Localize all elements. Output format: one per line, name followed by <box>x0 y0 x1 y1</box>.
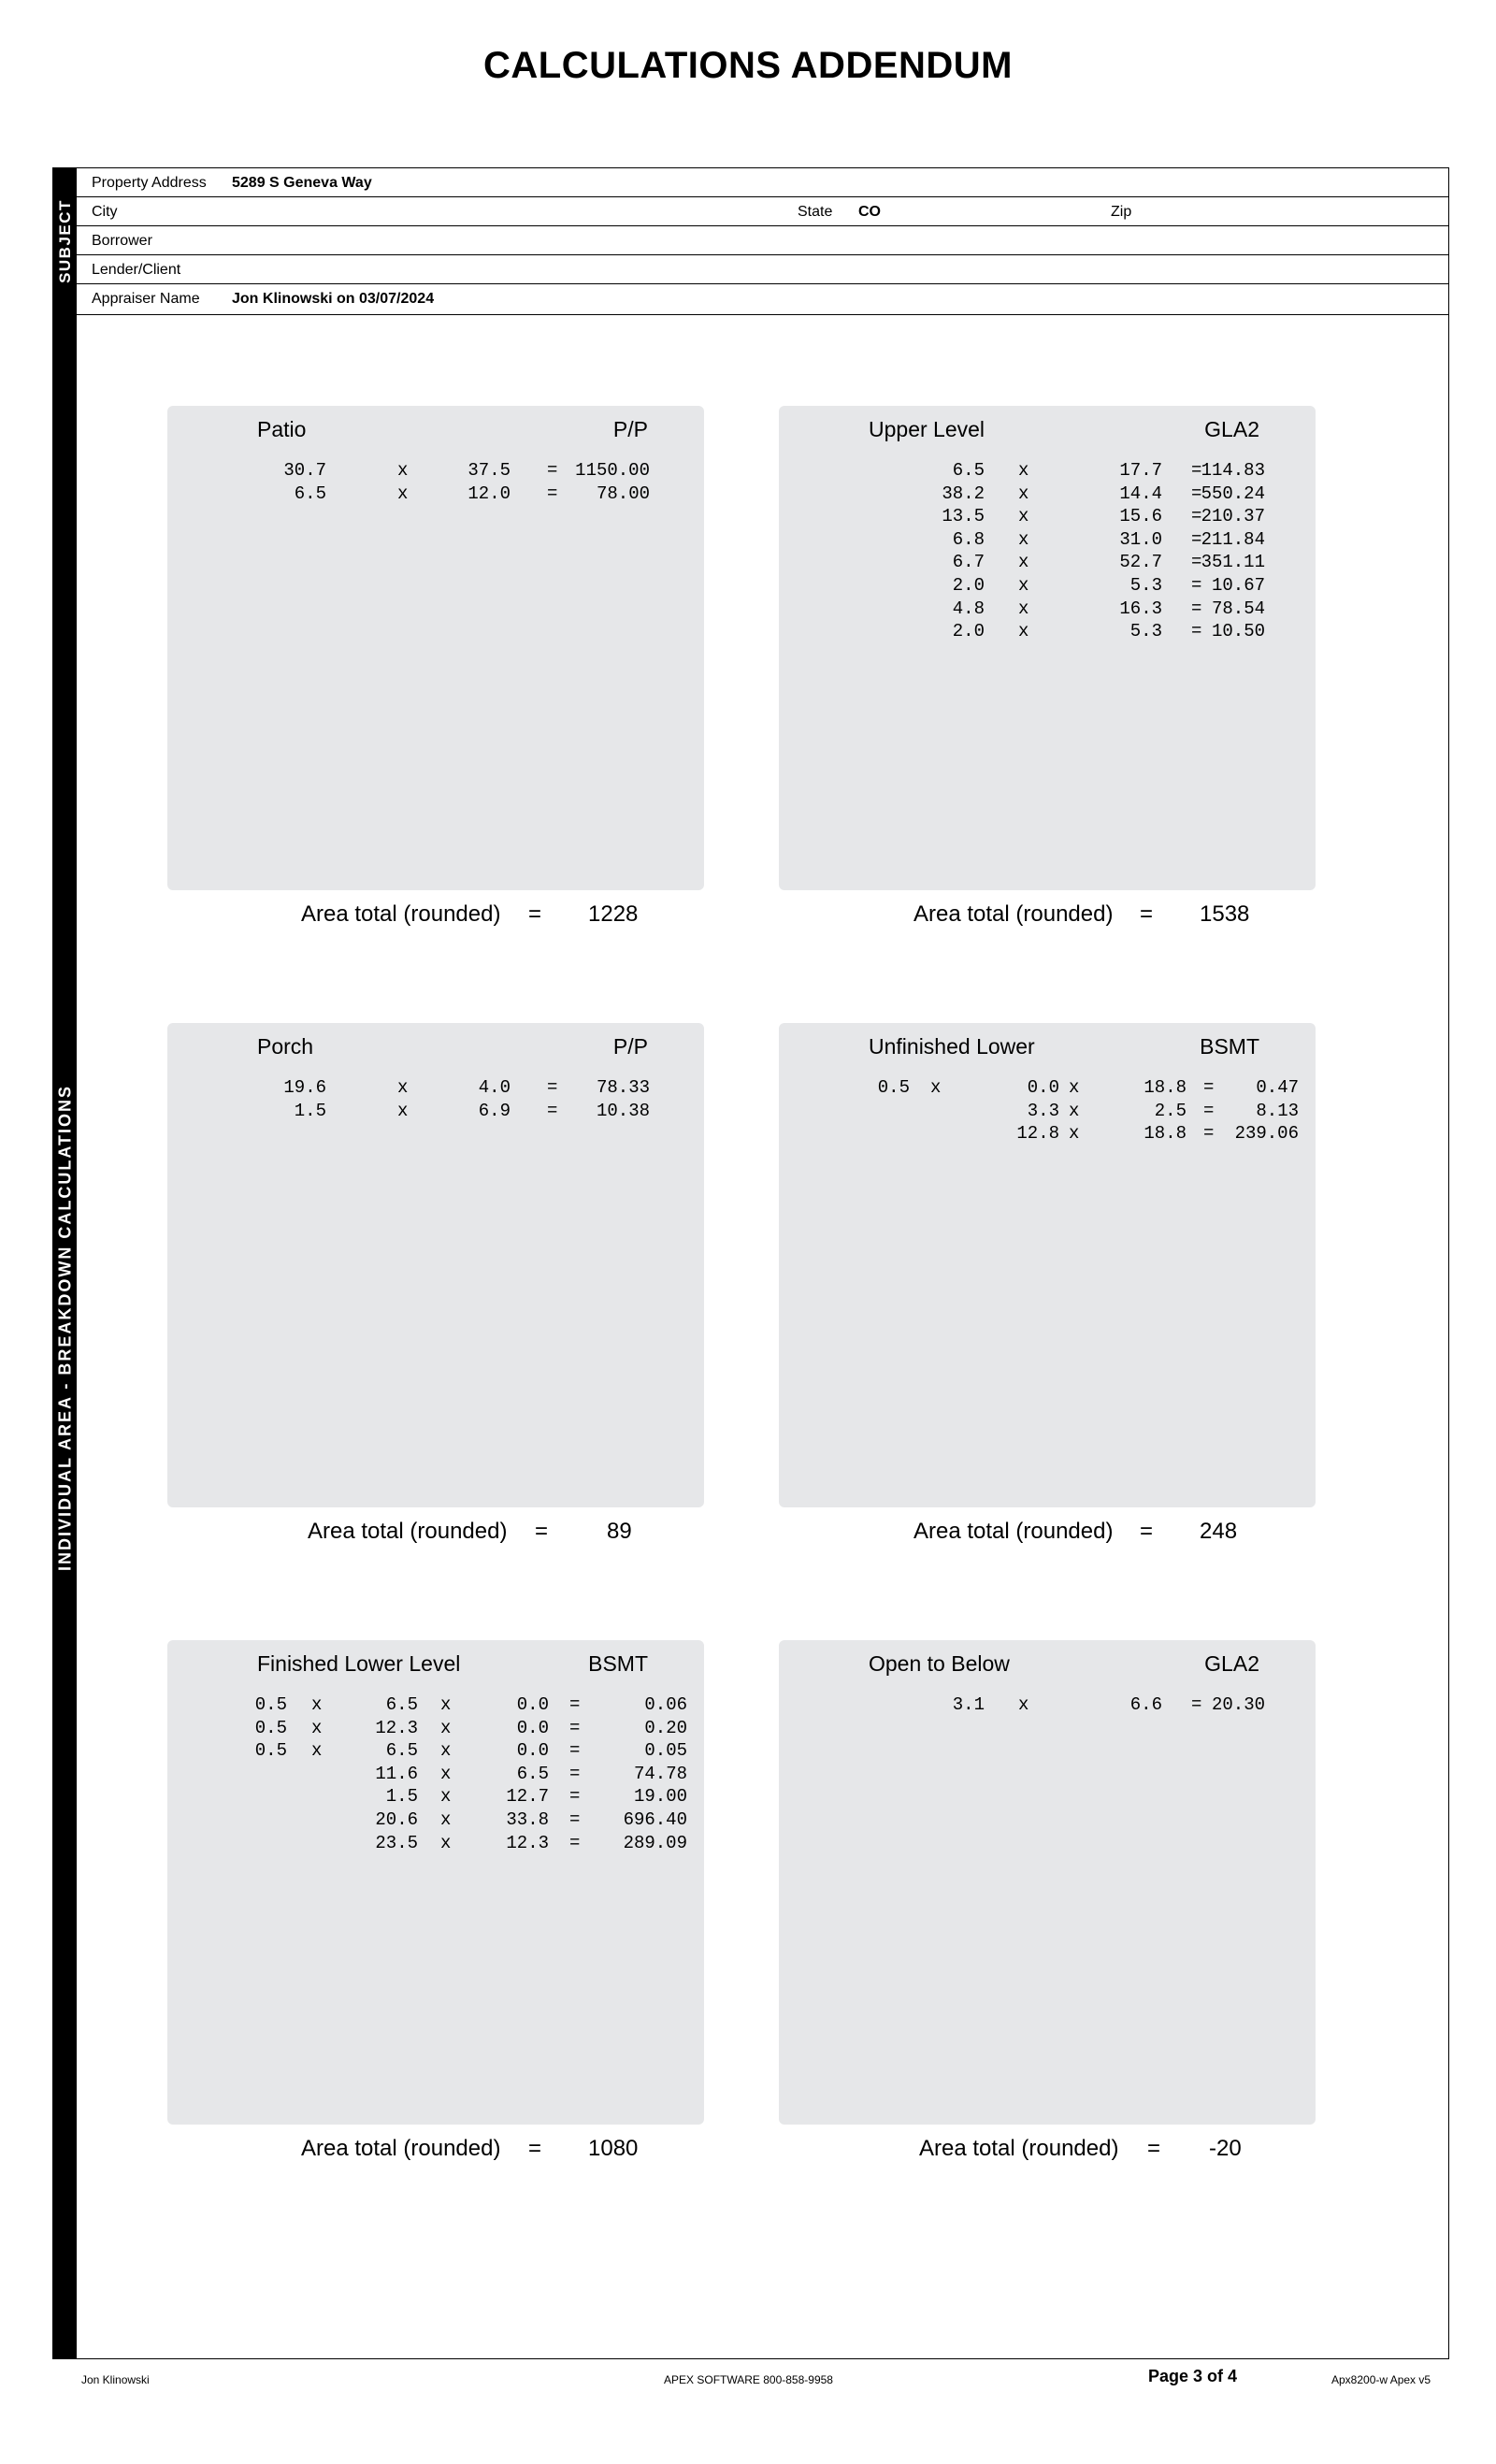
calc-value: 6.5 <box>385 1694 418 1715</box>
calc-value: 0.5 <box>254 1694 287 1715</box>
calc-lines <box>167 1694 704 1855</box>
calculations-band <box>53 315 77 2358</box>
calc-value: 74.78 <box>633 1763 687 1784</box>
times-sign: x <box>397 1100 409 1121</box>
calc-row <box>167 1833 704 1856</box>
calc-value: 6.5 <box>294 483 326 504</box>
times-sign: x <box>1018 483 1029 504</box>
calc-value: 10.67 <box>1211 574 1265 596</box>
calc-value: 1150.00 <box>575 460 650 481</box>
calc-value: 38.2 <box>942 483 985 504</box>
calc-row <box>779 1694 1316 1718</box>
calc-value: 0.47 <box>1256 1077 1299 1098</box>
equals-sign: = <box>1203 1077 1215 1098</box>
lender-label: Lender/Client <box>92 262 181 278</box>
area-total-value: 1538 <box>1200 901 1250 927</box>
calc-value: 0.06 <box>644 1694 687 1715</box>
area-name: Unfinished Lower <box>869 1034 1035 1059</box>
calc-lines <box>167 460 704 506</box>
calc-value: 3.1 <box>952 1694 985 1715</box>
area-total-label: Area total (rounded) <box>913 901 1114 927</box>
area-name: Patio <box>257 417 307 441</box>
area-total-value: 1080 <box>588 2136 639 2161</box>
calc-value: 4.0 <box>478 1077 511 1098</box>
calc-value: 12.0 <box>468 483 511 504</box>
calc-value: 20.30 <box>1211 1694 1265 1715</box>
calc-row <box>779 460 1316 483</box>
calc-row <box>167 1740 704 1764</box>
zip-label: Zip <box>1111 204 1132 220</box>
equals-sign: = <box>1191 483 1202 504</box>
calculations-band-label: INDIVIDUAL AREA - BREAKDOWN CALCULATIONS <box>55 1085 74 1571</box>
area-total-value: 248 <box>1200 1519 1238 1544</box>
equals-sign: = <box>1191 574 1202 596</box>
area-code: P/P <box>612 1034 648 1059</box>
times-sign: x <box>1018 574 1029 596</box>
calc-value: 15.6 <box>1119 506 1162 527</box>
area-total <box>779 901 1316 929</box>
area-code: BSMT <box>1200 1034 1259 1059</box>
calc-value: 2.0 <box>952 574 985 596</box>
calc-value: 6.8 <box>952 528 985 550</box>
subject-band-label: SUBJECT <box>55 199 74 283</box>
area-code: GLA2 <box>1204 417 1259 441</box>
area-total-value: -20 <box>1209 2136 1242 2161</box>
calc-row <box>779 1101 1316 1124</box>
equals-sign: = <box>1191 528 1202 550</box>
equals-sign: = <box>1147 2136 1161 2161</box>
equals-sign: = <box>569 1832 581 1853</box>
page-number: Page 3 of 4 <box>1148 2367 1238 2385</box>
area-name: Finished Lower Level <box>257 1651 461 1676</box>
equals-sign: = <box>1203 1100 1215 1121</box>
page-title: CALCULATIONS ADDENDUM <box>482 45 1013 86</box>
area-code: P/P <box>612 417 648 441</box>
calc-value: 20.6 <box>375 1808 418 1830</box>
calc-value: 351.11 <box>1201 552 1265 573</box>
area-name: Open to Below <box>869 1651 1010 1676</box>
calc-value: 6.7 <box>952 552 985 573</box>
calc-row <box>779 1077 1316 1101</box>
calc-value: 550.24 <box>1201 483 1265 504</box>
equals-sign: = <box>1191 598 1202 619</box>
area-box <box>167 1640 704 2125</box>
property-address-value: 5289 S Geneva Way <box>232 175 372 191</box>
calc-value: 8.13 <box>1256 1100 1299 1121</box>
calc-value: 52.7 <box>1119 552 1162 573</box>
area-total-label: Area total (rounded) <box>301 901 501 927</box>
calc-value: 0.5 <box>254 1717 287 1738</box>
equals-sign: = <box>1191 621 1202 642</box>
calc-row <box>167 1786 704 1809</box>
calc-value: 10.50 <box>1211 621 1265 642</box>
calc-lines <box>779 460 1316 644</box>
equals-sign: = <box>1140 901 1154 927</box>
borrower-label: Borrower <box>92 233 152 249</box>
equals-sign: = <box>1140 1519 1154 1544</box>
calc-row <box>167 1809 704 1833</box>
calc-value: 2.5 <box>1154 1100 1187 1121</box>
times-sign: x <box>440 1763 452 1784</box>
times-sign: x <box>311 1740 323 1762</box>
calc-value: 0.05 <box>644 1740 687 1762</box>
times-sign: x <box>440 1832 452 1853</box>
calc-row <box>167 1077 704 1101</box>
times-sign: x <box>440 1694 452 1715</box>
area-box <box>167 406 704 890</box>
calc-value: 37.5 <box>468 460 511 481</box>
times-sign: x <box>1018 506 1029 527</box>
times-sign: x <box>1018 528 1029 550</box>
area-name: Porch <box>257 1034 314 1059</box>
calc-value: 6.9 <box>478 1100 511 1121</box>
times-sign: x <box>1069 1123 1080 1145</box>
times-sign: x <box>1018 598 1029 619</box>
times-sign: x <box>397 483 409 504</box>
area-total <box>167 1519 704 1547</box>
calc-value: 23.5 <box>375 1832 418 1853</box>
calc-value: 1.5 <box>294 1100 326 1121</box>
calc-value: 6.5 <box>952 460 985 481</box>
calc-value: 0.0 <box>516 1740 549 1762</box>
calc-value: 14.4 <box>1119 483 1162 504</box>
equals-sign: = <box>1191 552 1202 573</box>
calc-row <box>779 529 1316 553</box>
calc-value: 3.3 <box>1027 1100 1059 1121</box>
appraiser-row <box>77 284 1448 314</box>
calc-value: 10.38 <box>596 1100 650 1121</box>
calc-value: 239.06 <box>1234 1123 1299 1145</box>
calc-value: 12.8 <box>1016 1123 1059 1145</box>
property-address-label: Property Address <box>92 175 207 191</box>
times-sign: x <box>930 1077 942 1098</box>
area-total-label: Area total (rounded) <box>308 1519 508 1544</box>
equals-sign: = <box>569 1808 581 1830</box>
calc-row <box>167 460 704 483</box>
equals-sign: = <box>569 1786 581 1808</box>
calc-row <box>167 483 704 507</box>
calc-value: 12.3 <box>375 1717 418 1738</box>
calc-value: 5.3 <box>1129 574 1162 596</box>
calc-row <box>779 506 1316 529</box>
calc-value: 11.6 <box>375 1763 418 1784</box>
state-value: CO <box>858 204 881 220</box>
area-box <box>779 1640 1316 2125</box>
calc-row <box>167 1694 704 1718</box>
calc-value: 4.8 <box>952 598 985 619</box>
times-sign: x <box>311 1717 323 1738</box>
calc-row <box>167 1101 704 1124</box>
calc-value: 13.5 <box>942 506 985 527</box>
calc-row <box>779 621 1316 644</box>
area-total-value: 89 <box>607 1519 632 1544</box>
equals-sign: = <box>528 2136 542 2161</box>
area-total-label: Area total (rounded) <box>301 2136 501 2161</box>
calc-value: 12.7 <box>506 1786 549 1808</box>
calc-value: 18.8 <box>1144 1077 1187 1098</box>
calc-value: 30.7 <box>283 460 326 481</box>
area-box <box>167 1023 704 1507</box>
equals-sign: = <box>569 1717 581 1738</box>
calc-row <box>779 575 1316 598</box>
borrower-row <box>77 226 1448 255</box>
area-total <box>167 2136 704 2164</box>
times-sign: x <box>440 1786 452 1808</box>
property-address-row <box>77 168 1448 197</box>
times-sign: x <box>397 460 409 481</box>
calc-value: 0.5 <box>877 1077 910 1098</box>
calc-value: 6.6 <box>1129 1694 1162 1715</box>
times-sign: x <box>1018 621 1029 642</box>
area-total-label: Area total (rounded) <box>913 1519 1114 1544</box>
area-total-label: Area total (rounded) <box>919 2136 1119 2161</box>
calc-value: 0.0 <box>1027 1077 1059 1098</box>
calc-value: 114.83 <box>1201 460 1265 481</box>
calc-value: 210.37 <box>1201 506 1265 527</box>
equals-sign: = <box>569 1740 581 1762</box>
equals-sign: = <box>547 1077 558 1098</box>
times-sign: x <box>1069 1100 1080 1121</box>
calc-value: 16.3 <box>1119 598 1162 619</box>
area-box <box>779 406 1316 890</box>
times-sign: x <box>440 1808 452 1830</box>
footer-appraiser: Jon Klinowski <box>81 2373 150 2386</box>
calc-value: 0.20 <box>644 1717 687 1738</box>
calc-value: 211.84 <box>1201 528 1265 550</box>
area-code: BSMT <box>588 1651 648 1676</box>
calc-value: 0.0 <box>516 1717 549 1738</box>
equals-sign: = <box>535 1519 549 1544</box>
calc-lines <box>167 1077 704 1123</box>
calc-row <box>779 598 1316 622</box>
area-box <box>779 1023 1316 1507</box>
times-sign: x <box>1018 460 1029 481</box>
calc-value: 696.40 <box>623 1808 687 1830</box>
calc-row <box>167 1764 704 1787</box>
equals-sign: = <box>569 1694 581 1715</box>
state-label: State <box>798 204 833 220</box>
calc-row <box>779 552 1316 575</box>
city-label: City <box>92 204 118 220</box>
area-name: Upper Level <box>869 417 985 441</box>
subject-section <box>52 167 1449 315</box>
footer-software: APEX SOFTWARE 800-858-9958 <box>664 2373 833 2386</box>
equals-sign: = <box>528 901 542 927</box>
times-sign: x <box>440 1717 452 1738</box>
calc-value: 78.54 <box>1211 598 1265 619</box>
calc-row <box>779 1123 1316 1146</box>
appraiser-label: Appraiser Name <box>92 291 200 307</box>
equals-sign: = <box>1191 506 1202 527</box>
area-total <box>779 2136 1316 2164</box>
area-total-value: 1228 <box>588 901 639 927</box>
equals-sign: = <box>569 1763 581 1784</box>
calc-value: 78.33 <box>596 1077 650 1098</box>
lender-row <box>77 255 1448 284</box>
calc-value: 33.8 <box>506 1808 549 1830</box>
equals-sign: = <box>1191 1694 1202 1715</box>
calc-value: 289.09 <box>623 1832 687 1853</box>
calc-value: 18.8 <box>1144 1123 1187 1145</box>
area-total <box>779 1519 1316 1547</box>
calc-value: 0.0 <box>516 1694 549 1715</box>
times-sign: x <box>1069 1077 1080 1098</box>
calc-value: 0.5 <box>254 1740 287 1762</box>
calc-row <box>779 483 1316 507</box>
calc-value: 19.6 <box>283 1077 326 1098</box>
footer-version: Apx8200-w Apex v5 <box>1331 2373 1431 2386</box>
subject-band <box>53 168 77 314</box>
calc-value: 12.3 <box>506 1832 549 1853</box>
calc-value: 17.7 <box>1119 460 1162 481</box>
times-sign: x <box>311 1694 323 1715</box>
area-code: GLA2 <box>1204 1651 1259 1676</box>
calc-value: 31.0 <box>1119 528 1162 550</box>
calc-lines <box>779 1077 1316 1146</box>
calc-value: 19.00 <box>633 1786 687 1808</box>
equals-sign: = <box>547 483 558 504</box>
appraiser-value: Jon Klinowski on 03/07/2024 <box>232 291 435 307</box>
times-sign: x <box>397 1077 409 1098</box>
calc-value: 1.5 <box>385 1786 418 1808</box>
times-sign: x <box>440 1740 452 1762</box>
calc-value: 78.00 <box>596 483 650 504</box>
calc-value: 5.3 <box>1129 621 1162 642</box>
equals-sign: = <box>1203 1123 1215 1145</box>
calc-value: 2.0 <box>952 621 985 642</box>
times-sign: x <box>1018 1694 1029 1715</box>
calc-value: 6.5 <box>385 1740 418 1762</box>
equals-sign: = <box>1191 460 1202 481</box>
times-sign: x <box>1018 552 1029 573</box>
equals-sign: = <box>547 1100 558 1121</box>
calc-lines <box>779 1694 1316 1718</box>
calc-value: 6.5 <box>516 1763 549 1784</box>
city-row <box>77 197 1448 226</box>
area-total <box>167 901 704 929</box>
calc-row <box>167 1718 704 1741</box>
equals-sign: = <box>547 460 558 481</box>
